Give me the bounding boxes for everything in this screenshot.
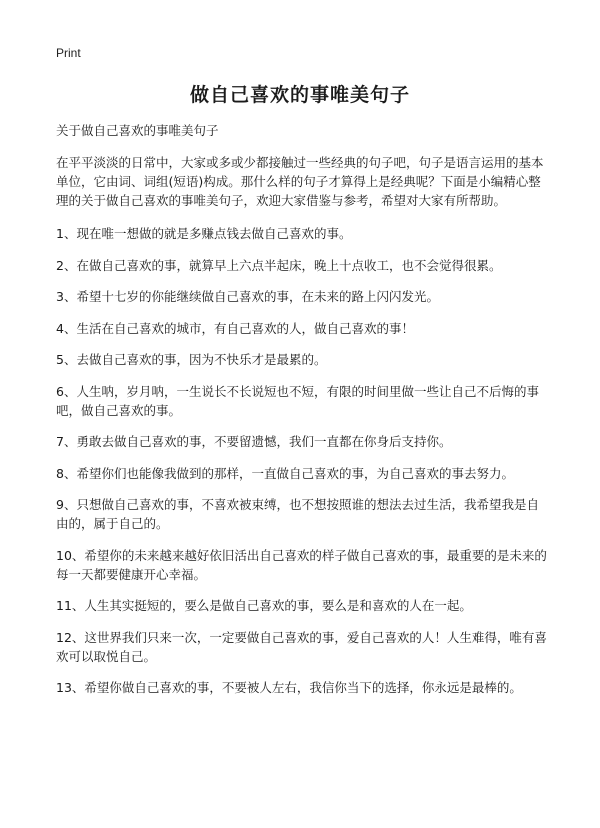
list-item: 5、去做自己喜欢的事，因为不快乐才是最累的。 [56, 352, 327, 367]
list-item: 3、希望十七岁的你能继续做自己喜欢的事，在未来的路上闪闪发光。 [56, 289, 439, 304]
document-body [56, 121, 550, 710]
list-item: 13、希望你做自己喜欢的事，不要被人左右，我信你当下的选择，你永远是最棒的。 [56, 680, 522, 695]
list-item: 4、生活在自己喜欢的城市，有自己喜欢的人，做自己喜欢的事！ [56, 320, 414, 336]
page-title: 做自己喜欢的事唯美句子 [189, 84, 410, 106]
intro-paragraph: 在平平淡淡的日常中，大家或多或少都接触过一些经典的句子吧，句子是语言运用的基本单位，它由词、词组(短语)构成。那什么样的句子才算得上是经典呢？下面是小编精心整理的关于做自己喜欢的事唯美句子，欢迎大家借鉴与参考，希望对大家有所帮助。 [56, 155, 544, 208]
list-item: 8、希望你们也能像我做到的那样，一直做自己喜欢的事，为自己喜欢的事去努力。 [56, 465, 514, 481]
list-item: 11、人生其实挺短的，要么是做自己喜欢的事，要么是和喜欢的人在一起。 [56, 598, 472, 613]
list-item: 10、希望你的未来越来越好依旧活出自己喜欢的样子做自己喜欢的事，最重要的是未来的每一天都要健康开心幸福。 [56, 547, 547, 582]
list-item: 7、勇敢去做自己喜欢的事，不要留遗憾，我们一直都在你身后支持你。 [56, 434, 452, 449]
list-item: 2、在做自己喜欢的事，就算早上六点半起床，晚上十点收工，也不会觉得很累。 [56, 257, 502, 273]
document-subtitle: 关于做自己喜欢的事唯美句子 [56, 123, 219, 138]
list-item: 12、这世界我们只来一次，一定要做自己喜欢的事，爱自己喜欢的人！人生难得，唯有喜欢可以取悦自己。 [56, 629, 547, 664]
list-item: 1、现在唯一想做的就是多赚点钱去做自己喜欢的事。 [56, 226, 352, 241]
list-item: 6、人生呐，岁月呐，一生说长不长说短也不短，有限的时间里做一些让自己不后悔的事吧，做自己喜欢的事。 [56, 383, 539, 418]
print-link[interactable]: Print [56, 46, 81, 60]
list-item: 9、只想做自己喜欢的事，不喜欢被束缚，也不想按照谁的想法去过生活，我希望我是自由的，属于自己的。 [56, 497, 539, 531]
quote-list [56, 224, 550, 697]
